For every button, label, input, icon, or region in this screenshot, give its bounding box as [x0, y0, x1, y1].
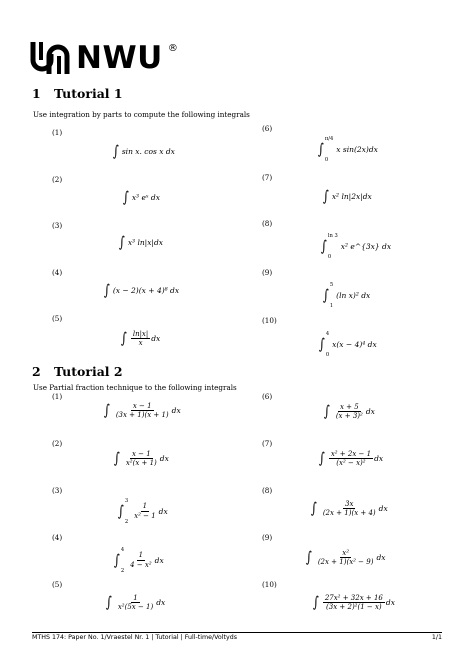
section-1-instruction: Use integration by parts to compute the following integrals: [33, 110, 250, 119]
problem-label: (5): [52, 580, 63, 589]
upper-limit: 5: [329, 282, 334, 288]
footer-divider: [32, 632, 442, 633]
integral-expression: [317, 136, 378, 163]
denominator: (x + 3)²: [335, 412, 363, 421]
problem-label: (7): [262, 439, 273, 448]
integral-sign-icon: ∫: [318, 449, 325, 468]
denominator: (3x + 1)(x + 1): [115, 411, 169, 420]
denominator: x²(x + 1): [125, 459, 157, 468]
integral-expression: [113, 450, 169, 467]
fraction: [334, 403, 365, 420]
fraction: [132, 502, 158, 519]
integral-expression: [322, 189, 372, 204]
logo-text: NWU: [76, 40, 163, 76]
integral-sign-icon: ∫: [113, 550, 120, 569]
numerator: x² + 2x − 1: [330, 450, 372, 458]
denominator: x: [138, 339, 143, 348]
integral-expression: [103, 402, 181, 419]
denominator: (3x + 2)²(1 − x): [326, 603, 382, 612]
fraction: [124, 450, 159, 467]
integral-sign-icon: ∫: [103, 281, 110, 299]
integral-expression: [122, 190, 160, 205]
numerator: x²: [342, 549, 350, 557]
integral-sign-icon: ∫: [312, 593, 319, 612]
fraction: [321, 500, 378, 517]
integral-expression: [318, 331, 377, 358]
integral-limits: [324, 136, 334, 163]
section-1-heading: Tutorial 1: [54, 86, 123, 101]
integral-sign-icon: ∫: [322, 285, 329, 304]
denominator: (x² − x)²: [336, 459, 366, 468]
integrand: x² e^{3x} dx: [340, 241, 392, 251]
problem-label: (10): [262, 316, 277, 325]
integral-sign-icon: ∫: [117, 501, 124, 520]
upper-limit: π/4: [324, 136, 334, 142]
integral-sign-icon: ∫: [103, 401, 110, 420]
integrand: dx: [156, 598, 166, 608]
integral-sign-icon: ∫: [322, 187, 329, 205]
problem-label: (4): [52, 533, 63, 542]
lower-limit: 0: [325, 352, 330, 358]
integral-sign-icon: ∫: [122, 188, 129, 206]
problem-label: (8): [262, 486, 273, 495]
lower-limit: 0: [324, 157, 329, 163]
integrand: sin x. cos x dx: [121, 147, 175, 156]
problem-label: (10): [262, 580, 277, 589]
integral-sign-icon: ∫: [305, 548, 312, 567]
integrand: dx: [159, 454, 169, 464]
numerator: 3x: [345, 500, 354, 508]
fraction: [131, 330, 150, 347]
integrand: x(x − 4)⁴ dx: [332, 339, 377, 349]
problem-label: (7): [262, 173, 273, 182]
lower-limit: 2: [124, 519, 129, 525]
problem-label: (2): [52, 175, 63, 184]
numerator: 1: [133, 594, 138, 602]
denominator: (2x + 1)(x + 4): [322, 509, 376, 518]
integral-sign-icon: ∫: [113, 449, 120, 468]
registered-mark: ®: [167, 42, 178, 54]
integral-expression: [112, 144, 175, 159]
integral-expression: [323, 403, 375, 420]
integrand: x sin(2x)dx: [336, 144, 378, 154]
problem-label: (2): [52, 439, 63, 448]
section-1-number: 1: [32, 86, 41, 101]
fraction: [323, 594, 385, 611]
integral-sign-icon: ∫: [318, 334, 325, 353]
nwu-logo: [30, 38, 178, 78]
integrand: dx: [151, 334, 161, 344]
nwu-emblem-icon: [30, 40, 70, 76]
footer-page-number: 1/1: [431, 634, 442, 641]
problem-label: (6): [262, 392, 273, 401]
problem-label: (9): [262, 268, 273, 277]
integrand: x² ln|2x|dx: [331, 192, 372, 201]
section-1-title: [32, 86, 123, 101]
section-2-title: [32, 364, 123, 379]
problem-label: (6): [262, 124, 273, 133]
numerator: 1: [138, 551, 144, 560]
integral-limits: [120, 547, 125, 574]
section-2-instruction: Use Partial fraction technique to the following integrals: [33, 383, 237, 392]
numerator: 27x² + 32x + 16: [324, 594, 383, 602]
integral-limits: [329, 282, 334, 309]
integrand: dx: [385, 598, 395, 608]
lower-limit: 0: [327, 254, 332, 260]
integrand: dx: [154, 555, 164, 565]
denominator: x²(5x − 1): [117, 603, 154, 612]
lower-limit: 1: [329, 303, 334, 309]
upper-limit: 3: [124, 498, 129, 504]
numerator: ln|x|: [132, 330, 149, 338]
integrand: dx: [171, 406, 181, 416]
denominator: (2x + 1)(x² − 9): [317, 558, 374, 567]
integrand: (x − 2)(x + 4)⁸ dx: [112, 286, 180, 295]
integral-expression: [113, 547, 164, 574]
upper-limit: 4: [325, 331, 330, 337]
integral-sign-icon: ∫: [120, 329, 127, 348]
numerator: x − 1: [131, 450, 151, 458]
integral-sign-icon: ∫: [320, 236, 327, 255]
integral-sign-icon: ∫: [310, 499, 317, 518]
fraction: [316, 549, 376, 566]
lower-limit: 2: [120, 568, 125, 574]
problem-label: (3): [52, 221, 63, 230]
integral-limits: [327, 233, 338, 260]
problem-label: (1): [52, 392, 63, 401]
section-2-heading: Tutorial 2: [54, 364, 123, 379]
integral-sign-icon: ∫: [323, 402, 330, 421]
integrand: dx: [378, 504, 388, 514]
integral-expression: [312, 594, 395, 611]
fraction: [116, 594, 155, 611]
integral-sign-icon: ∫: [317, 139, 324, 158]
page-footer: [32, 634, 442, 641]
integral-limits: [325, 331, 330, 358]
integral-expression: [117, 498, 168, 525]
problem-label: (4): [52, 268, 63, 277]
problem-label: (3): [52, 486, 63, 495]
integrand: x³ eˣ dx: [131, 193, 160, 202]
integrand: (ln x)² dx: [336, 290, 371, 300]
upper-limit: ln 3: [327, 233, 338, 239]
integrand: dx: [158, 506, 168, 516]
integral-expression: [322, 282, 371, 309]
problem-label: (1): [52, 128, 63, 137]
numerator: 1: [142, 502, 148, 511]
integral-sign-icon: ∫: [118, 233, 125, 251]
problem-label: (5): [52, 314, 63, 323]
fraction: [114, 402, 171, 419]
problem-label: (8): [262, 219, 273, 228]
denominator: 4 − x²: [130, 560, 152, 569]
integrand: dx: [376, 553, 386, 563]
footer-course-info: MTHS 174: Paper No. 1/Vraestel Nr. 1 | Tutorial | Full-time/Voltyds: [32, 634, 237, 641]
integral-expression: [318, 450, 383, 467]
integral-expression: [105, 594, 165, 611]
fraction: [128, 551, 154, 568]
numerator: x + 5: [339, 403, 359, 411]
integral-expression: [305, 549, 385, 566]
integrand: dx: [374, 454, 384, 464]
integrand: dx: [365, 407, 375, 417]
integrand: x³ ln|x|dx: [127, 238, 163, 247]
problem-label: (9): [262, 533, 273, 542]
integral-expression: [310, 500, 388, 517]
section-2-number: 2: [32, 364, 41, 379]
numerator: x − 1: [132, 402, 152, 410]
integral-expression: [118, 235, 163, 250]
denominator: x² − 1: [134, 511, 156, 520]
fraction: [329, 450, 373, 467]
integral-sign-icon: ∫: [105, 593, 112, 612]
integral-expression: [320, 233, 392, 260]
upper-limit: 4: [120, 547, 125, 553]
integral-limits: [124, 498, 129, 525]
integral-sign-icon: ∫: [112, 142, 119, 160]
integral-expression: [103, 283, 179, 298]
integral-expression: [120, 330, 160, 347]
